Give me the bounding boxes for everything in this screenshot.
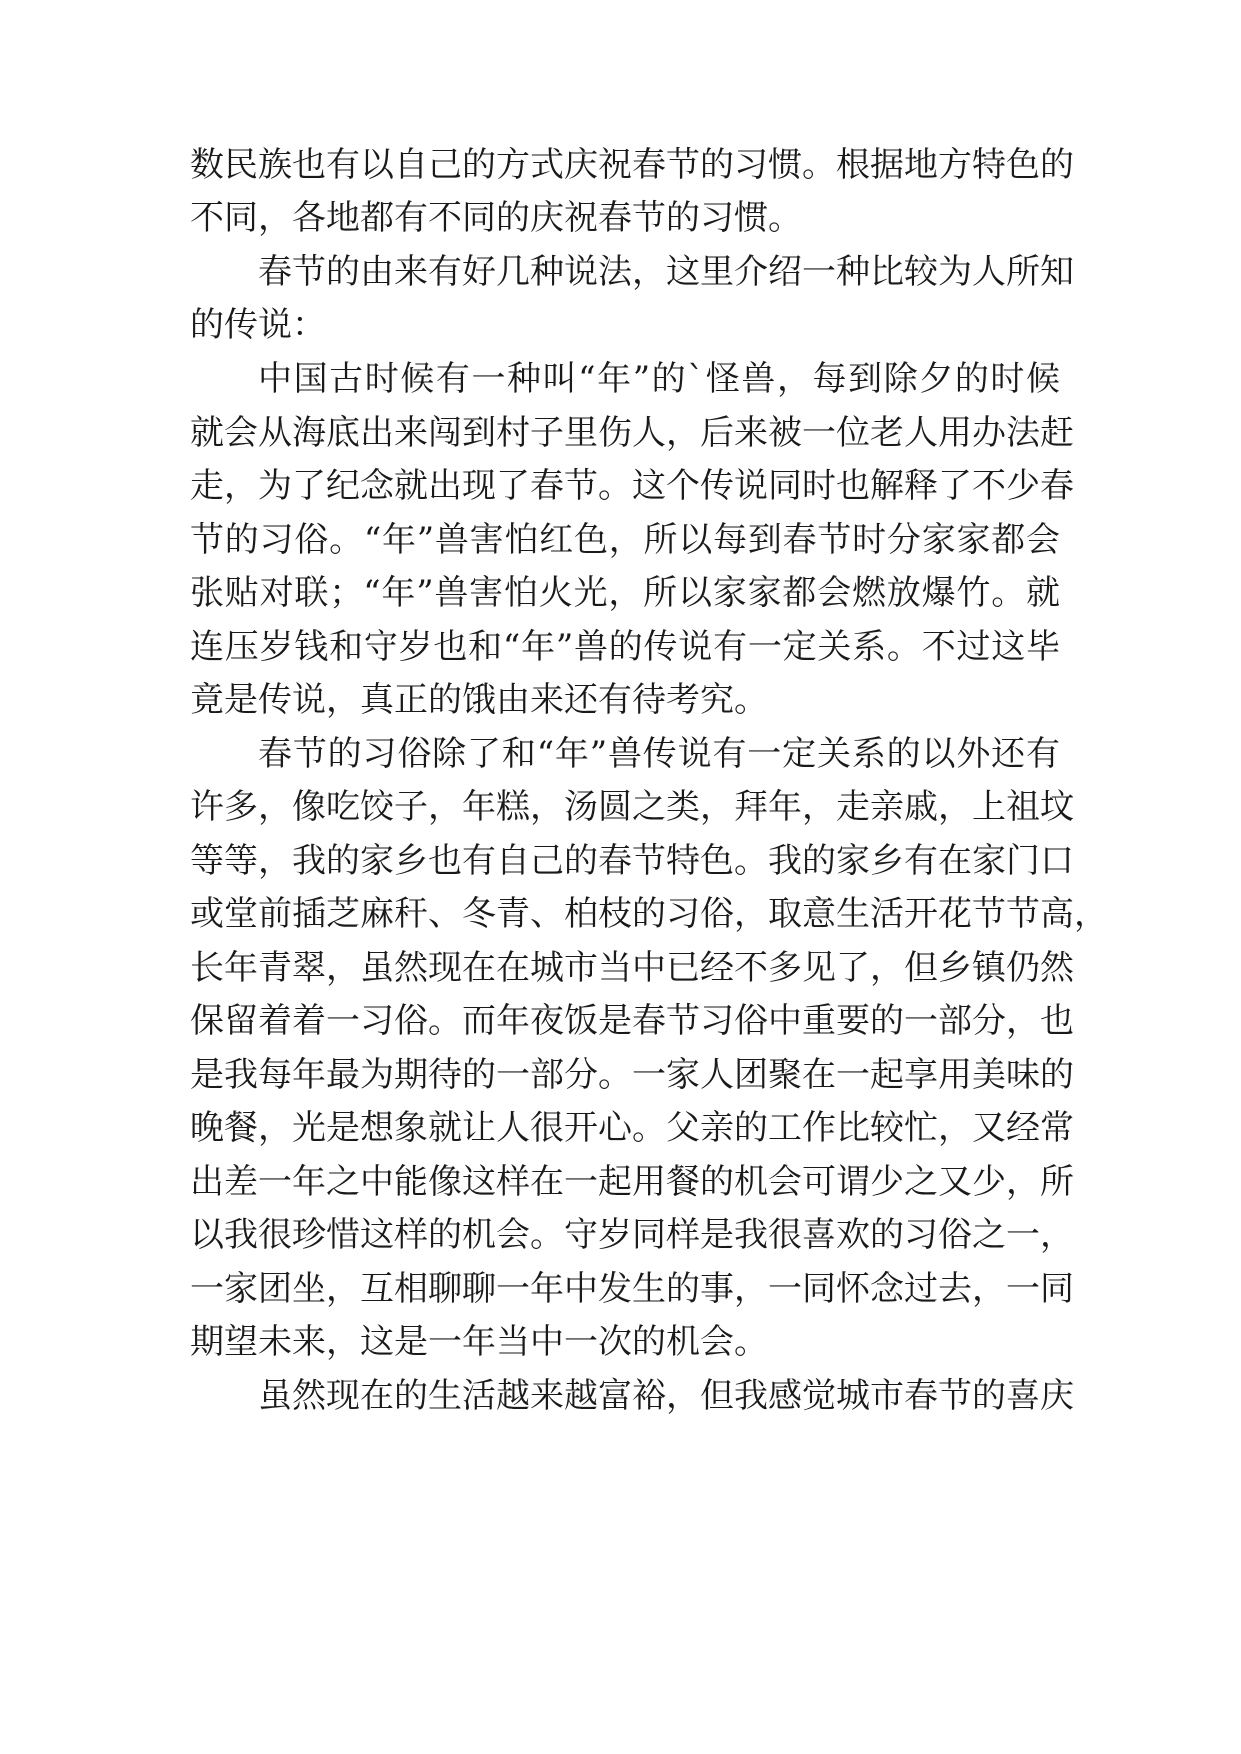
text-line: 是我每年最为期待的一部分。一家人团聚在一起享用美味的 [190, 1055, 1074, 1095]
text-line: 等等，我的家乡也有自己的春节特色。我的家乡有在家门口 [190, 841, 1074, 881]
text-line: 晚餐，光是想象就让人很开心。父亲的工作比较忙，又经常 [190, 1108, 1074, 1148]
text-line: 出差一年之中能像这样在一起用餐的机会可谓少之又少，所 [190, 1162, 1074, 1202]
text-line: 节的习俗。“年”兽害怕红色，所以每到春节时分家家都会 [190, 520, 1060, 560]
text-line: 期望未来，这是一年当中一次的机会。 [190, 1322, 768, 1362]
text-line: 一家团坐，互相聊聊一年中发生的事，一同怀念过去，一同 [190, 1269, 1074, 1309]
text-line: 连压岁钱和守岁也和“年”兽的传说有一定关系。不过这毕 [190, 627, 1060, 667]
paragraph-first-line: 春节的由来有好几种说法，这里介绍一种比较为人所知 [258, 252, 1074, 292]
paragraph-first-line: 中国古时候有一种叫“年”的`怪兽，每到除夕的时候 [258, 359, 1060, 399]
paragraph-first-line: 春节的习俗除了和“年”兽传说有一定关系的以外还有 [258, 734, 1060, 774]
text-line: 走，为了纪念就出现了春节。这个传说同时也解释了不少春 [190, 466, 1074, 506]
text-line: 以我很珍惜这样的机会。守岁同样是我很喜欢的习俗之一， [190, 1215, 1074, 1255]
text-line: 的传说： [190, 305, 326, 345]
text-line: 保留着着一习俗。而年夜饭是春节习俗中重要的一部分，也 [190, 1001, 1074, 1041]
text-line: 就会从海底出来闯到村子里伤人，后来被一位老人用办法赶 [190, 413, 1074, 453]
text-line: 许多，像吃饺子，年糕，汤圆之类，拜年，走亲戚，上祖坟 [190, 787, 1074, 827]
text-line: 竟是传说，真正的饿由来还有待考究。 [190, 680, 768, 720]
text-line: 不同，各地都有不同的庆祝春节的习惯。 [190, 198, 802, 238]
paragraph-first-line: 虽然现在的生活越来越富裕，但我感觉城市春节的喜庆 [258, 1376, 1074, 1416]
text-line: 或堂前插芝麻秆、冬青、柏枝的习俗，取意生活开花节节高， [190, 894, 1108, 934]
text-line: 长年青翠，虽然现在在城市当中已经不多见了，但乡镇仍然 [190, 948, 1074, 988]
text-line: 数民族也有以自己的方式庆祝春节的习惯。根据地方特色的 [190, 145, 1074, 185]
text-line: 张贴对联；“年”兽害怕火光，所以家家都会燃放爆竹。就 [190, 573, 1060, 613]
